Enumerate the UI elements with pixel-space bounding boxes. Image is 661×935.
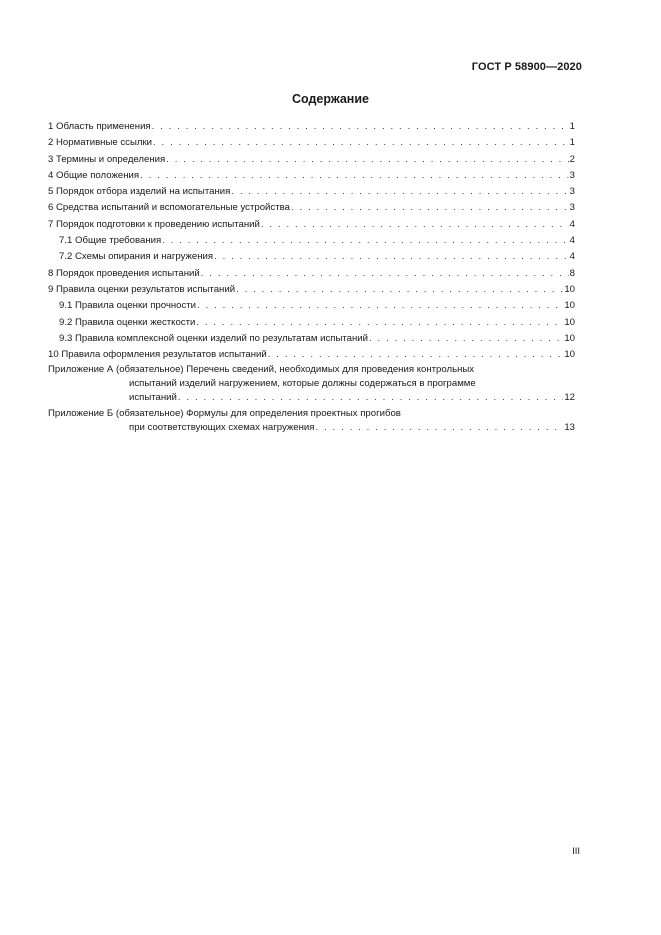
toc-entry-last-line [48, 421, 575, 435]
dot-leader [214, 249, 569, 265]
toc-entry-page: 13 [564, 421, 575, 433]
toc-entry-9-1[interactable] [48, 298, 575, 314]
toc-entry-9[interactable] [48, 282, 575, 298]
toc-entry-4[interactable] [48, 168, 575, 184]
toc-entry-page: 4 [569, 251, 575, 263]
toc-entry-label: 4 Общие положения [48, 169, 140, 181]
toc-entry-8[interactable] [48, 266, 575, 282]
dot-leader [166, 152, 568, 168]
toc-entry-label: 2 Нормативные ссылки [48, 137, 153, 149]
document-code: ГОСТ Р 58900—2020 [471, 61, 582, 73]
toc-entry-label: 9.1 Правила оценки прочности [59, 300, 197, 312]
toc-entry-page: 3 [569, 186, 575, 198]
toc-entry-page: 4 [569, 218, 575, 230]
dot-leader [153, 135, 569, 151]
dot-leader [201, 266, 569, 282]
toc-entry-last-line [48, 391, 575, 405]
dot-leader [236, 282, 563, 298]
toc-entry-label: 8 Порядок проведения испытаний [48, 267, 200, 279]
dot-leader [152, 119, 569, 135]
toc-entry-page: 3 [569, 202, 575, 214]
page-number: III [572, 846, 580, 857]
toc-entry-7-2[interactable] [48, 249, 575, 265]
toc-entry-7-1[interactable] [48, 233, 575, 249]
toc-entry-9-3[interactable] [48, 331, 575, 347]
toc-entry-label: Приложение А (обязательное) Перечень сведений, необходимых для проведения контрольных [48, 364, 475, 376]
toc-entry-appendix-b[interactable] [48, 407, 575, 434]
dot-leader [140, 168, 569, 184]
toc-entry-9-2[interactable] [48, 315, 575, 331]
toc-entry-page: 1 [569, 137, 575, 149]
toc-entry-label-continued: испытаний [129, 391, 177, 403]
toc-entry-3[interactable] [48, 152, 575, 168]
toc-entry-page: 2 [569, 153, 575, 165]
toc-entry-label: 1 Область применения [48, 121, 151, 132]
toc-entry-page: 4 [569, 235, 575, 247]
toc-entry-page: 10 [564, 283, 575, 295]
dot-leader [369, 331, 563, 347]
toc-entry-10[interactable] [48, 347, 575, 363]
toc-entry-page: 10 [564, 332, 575, 344]
toc-entry-label: 7.2 Схемы опирания и нагружения [59, 251, 214, 263]
toc-entry-appendix-a[interactable] [48, 363, 575, 404]
toc-entry-5[interactable] [48, 184, 575, 200]
toc-entry-page: 12 [564, 391, 575, 403]
toc-entry-label-continued: испытаний изделий нагружением, которые должны содержаться в программе [129, 378, 476, 390]
dot-leader [231, 184, 568, 200]
toc-entry-page: 10 [564, 349, 575, 361]
toc-entry-label: 7.1 Общие требования [59, 235, 162, 247]
dot-leader [197, 298, 563, 314]
toc-entry-2[interactable] [48, 135, 575, 151]
toc-entry-label: Приложение Б (обязательное) Формулы для определения проектных прогибов [48, 408, 401, 420]
toc-entry-label: 5 Порядок отбора изделий на испытания [48, 186, 231, 198]
toc-entry-label: 9.3 Правила комплексной оценки изделий по результатам испытаний [59, 332, 369, 344]
toc-entry-1[interactable] [48, 119, 575, 135]
toc-entry-page: 10 [564, 300, 575, 312]
toc-entry-page: 3 [569, 169, 575, 181]
toc-entry-label: 3 Термины и определения [48, 153, 166, 165]
toc-entry-page: 1 [569, 121, 575, 132]
toc-entry-7[interactable] [48, 217, 575, 233]
dot-leader [196, 315, 563, 331]
dot-leader [315, 421, 563, 435]
toc-entry-label-continued: при соответствующих схемах нагружения [129, 421, 315, 433]
dot-leader [178, 391, 563, 405]
table-of-contents [48, 119, 575, 437]
toc-entry-page: 8 [569, 267, 575, 279]
toc-entry-label: 9.2 Правила оценки жесткости [59, 316, 196, 328]
dot-leader [261, 217, 569, 233]
toc-entry-label: 7 Порядок подготовки к проведению испытаний [48, 218, 260, 230]
dot-leader [162, 233, 568, 249]
dot-leader [291, 200, 569, 216]
toc-entry-label: 9 Правила оценки результатов испытаний [48, 283, 236, 295]
toc-title: Содержание [291, 92, 369, 106]
toc-entry-label: 6 Средства испытаний и вспомогательные устройства [48, 202, 290, 214]
toc-entry-page: 10 [564, 316, 575, 328]
toc-entry-label: 10 Правила оформления результатов испытаний [48, 349, 267, 361]
dot-leader [268, 347, 564, 363]
toc-entry-6[interactable] [48, 200, 575, 216]
